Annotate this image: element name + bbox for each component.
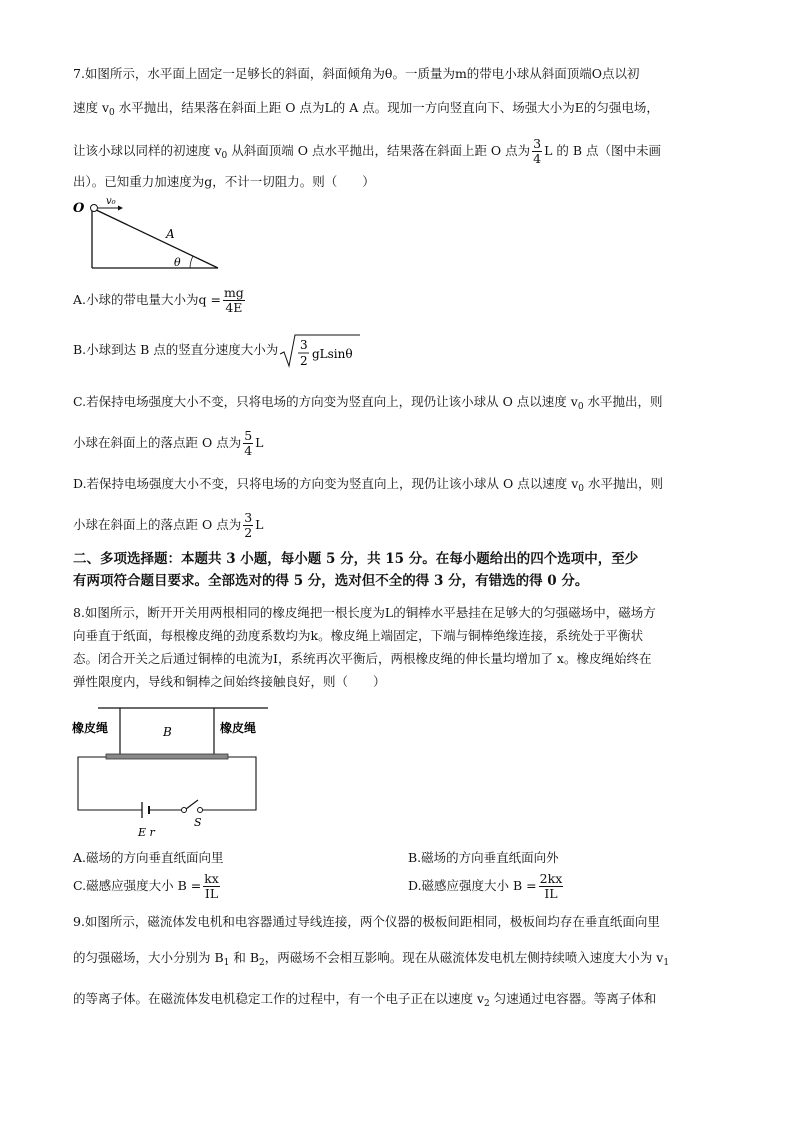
- svg-text:3: 3: [300, 338, 308, 352]
- label-b: B: [163, 725, 172, 739]
- q7-option-b: B.小球到达 B 点的竖直分速度大小为 3 2 gLsinθ: [73, 330, 725, 371]
- q8-option-c: C.磁感应强度大小 B = $\frac{kx}{IL}$: [73, 871, 219, 901]
- q8-option-b-wrap: [408, 848, 559, 868]
- q8-option-b: B.磁场的方向垂直纸面向外: [408, 850, 559, 865]
- q9-line3-wrap: [73, 989, 725, 1014]
- question-7: [73, 64, 725, 84]
- label-o: O: [73, 201, 85, 216]
- q7-option-d-line2: 小球在斜面上的落点距 O 点为 $\frac{3}{2}$ L: [73, 510, 264, 540]
- q7-line4: 出）。已知重力加速度为g，不计一切阻力。则（ ）: [73, 174, 375, 189]
- q7-line3: 让该小球以同样的初速度 $v_0$ 从斜面顶端 O 点水平抛出，结果落在斜面上距 O 点为 $\frac{3}{4}$ L 的 B 点（图中未画: [73, 136, 662, 166]
- q9-line3: 的等离子体。在磁流体发电机稳定工作的过程中，有一个电子正在以速度 $v_2$ 匀速通过电容器。等离子体和: [73, 991, 657, 1009]
- question-9: 9.如图所示，磁流体发电机和电容器通过导线连接，两个仪器的极板间距相同，极板间均存在垂直纸面向里: [73, 914, 660, 929]
- q8-option-d: D.磁感应强度大小 B = $\frac{2kx}{IL}$: [408, 871, 563, 901]
- q7-line2: 速度 $v_0$ 水平抛出，结果落在斜面上距 O 点为L的 A 点。现加一方向竖直向下、场强大小为E的匀强电场，: [73, 100, 659, 118]
- circuit-figure: [70, 704, 280, 840]
- q9-line2-wrap: [73, 948, 725, 973]
- section-2-heading: 二、多项选择题：本题共 3 小题，每小题 5 分，共 15 分。在每小题给出的四个选项中，至少 有两项符合题目要求。全部选对的得 5 分，选对但不全的得 3 分，有错选的得 0 分。: [73, 551, 639, 589]
- label-v0: v₀: [106, 196, 116, 207]
- q7-option-a: A.小球的带电量大小为q = $\frac{mg}{4E}$: [73, 285, 244, 315]
- incline-figure: [70, 194, 230, 274]
- rubber-cord-left-label: 橡皮绳: [72, 721, 109, 735]
- sqrt-expression: [278, 331, 362, 371]
- q7-option-d: D.若保持电场强度大小不变，只将电场的方向变为竖直向上，现仍让该小球从 O 点以速度 $v_0$ 水平抛出，则: [73, 476, 663, 494]
- q8-options-row1: [73, 848, 725, 868]
- label-theta: θ: [174, 256, 181, 269]
- q7-line2-wrap: [73, 98, 725, 123]
- svg-text:gLsinθ: gLsinθ: [312, 347, 353, 361]
- svg-text:2: 2: [300, 354, 308, 368]
- q7-option-c: C.若保持电场强度大小不变，只将电场的方向变为竖直向上，现仍让该小球从 O 点以速度 $v_0$ 水平抛出，则: [73, 394, 663, 412]
- label-s: S: [194, 816, 202, 829]
- label-er: E r: [138, 826, 155, 839]
- q7-option-c-line2: 小球在斜面上的落点距 O 点为 $\frac{5}{4}$ L: [73, 428, 264, 458]
- rubber-cord-right-label: 橡皮绳: [220, 721, 257, 735]
- q9-line2: 的匀强磁场，大小分别为 $B_1$ 和 $B_2$，两磁场不会相互影响。现在从磁流体发电机左侧持续喷入速度大小为 $v_1$: [73, 950, 670, 968]
- q8-option-a: A.磁场的方向垂直纸面向里: [73, 850, 224, 865]
- label-a: A: [166, 227, 175, 241]
- copper-rod: [106, 754, 228, 759]
- question-8: 8.如图所示，断开开关用两根相同的橡皮绳把一根长度为L的铜棒水平悬挂在足够大的匀强磁场中，磁场方 向垂直于纸面，每根橡皮绳的劲度系数均为k。橡皮绳上端固定，下端与铜棒绝缘连接，系统处于平衡状 态。闭合开关之后通过铜棒的电流为I，系统再次平衡后，两根橡皮绳的伸长量均增加了 x。橡皮绳始终在 弹性限度内，导线和铜棒之间始终接触良好，则（ ）: [73, 605, 656, 689]
- q7-line3-wrap: [73, 137, 725, 166]
- fraction: $\frac{3}{4}$: [533, 136, 542, 166]
- q7-line1: 7.如图所示，水平面上固定一足够长的斜面，斜面倾角为θ。一质量为m的带电小球从斜面顶端O点以初: [73, 66, 640, 81]
- q7-line4-wrap: [73, 172, 725, 192]
